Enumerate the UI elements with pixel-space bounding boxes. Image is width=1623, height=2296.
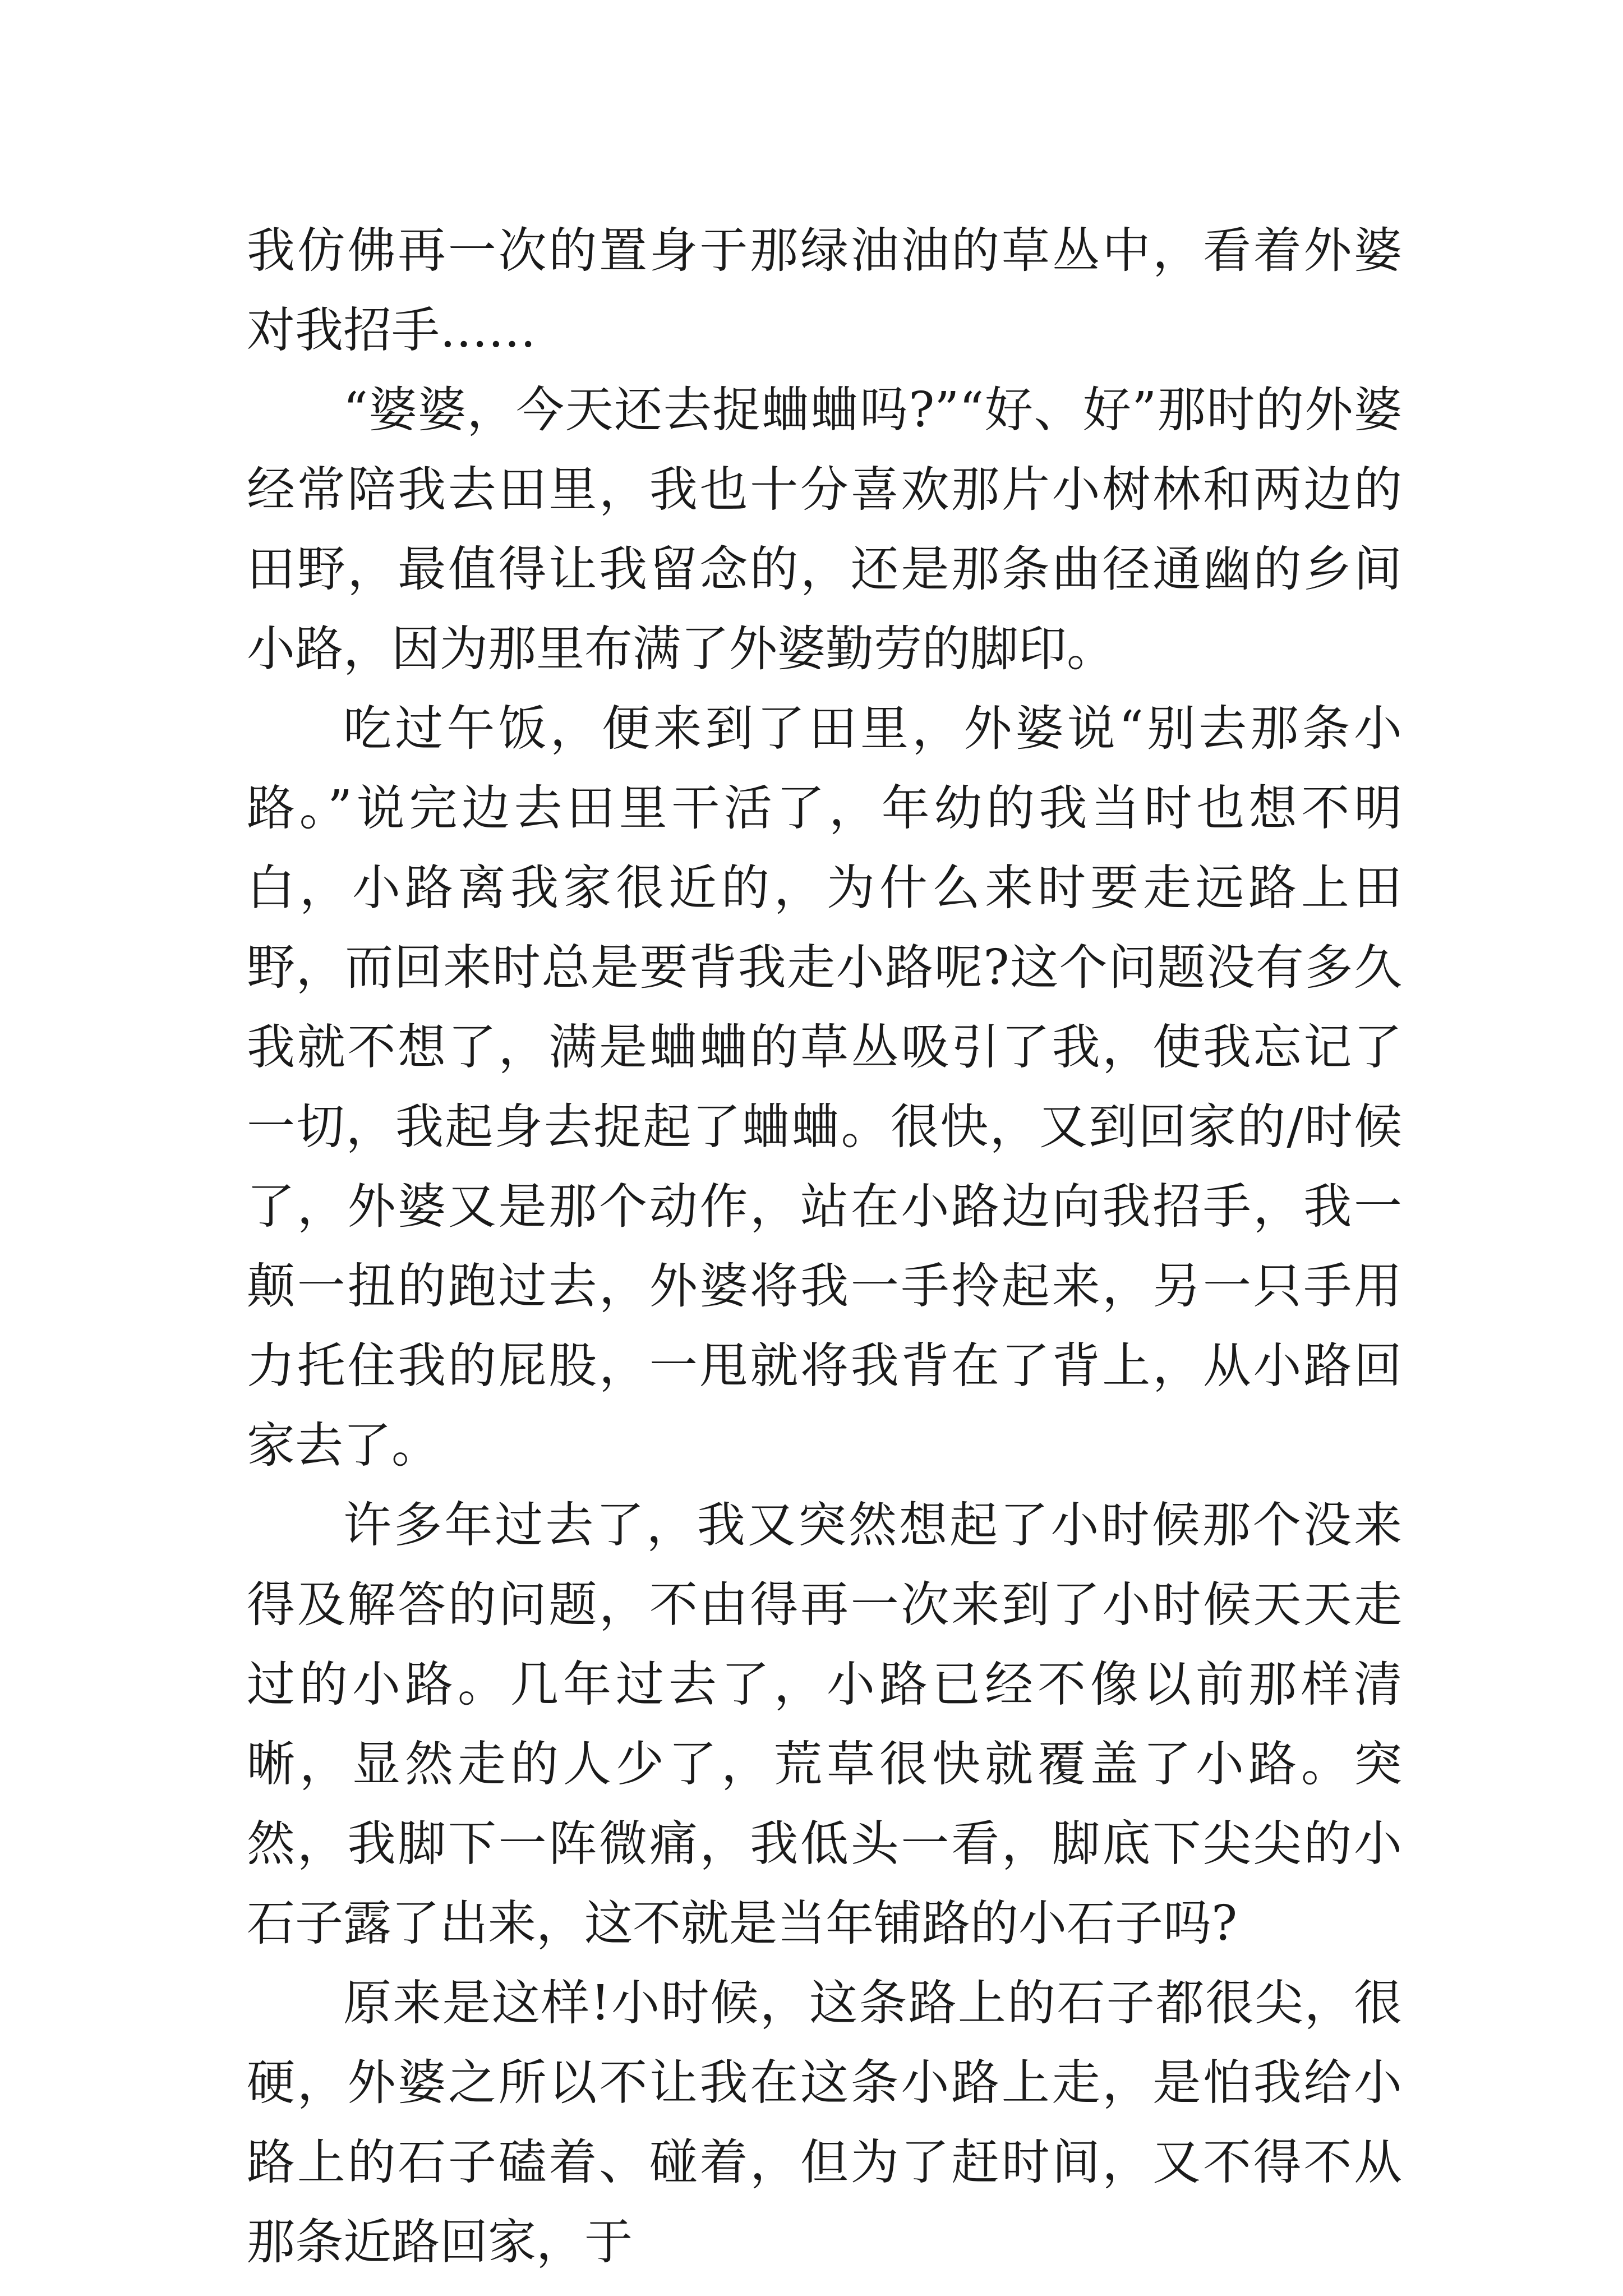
paragraph-2: “婆婆，今天还去捉蛐蛐吗?”“好、好”那时的外婆经常陪我去田里，我也十分喜欢那片小树林和两边的田野，最值得让我留念的，还是那条曲径通幽的乡间小路，因为那里布满了外婆勤劳的脚印。 <box>247 382 1402 677</box>
paragraph-5: 原来是这样!小时候，这条路上的石子都很尖，很硬，外婆之所以不让我在这条小路上走，是怕我给小路上的石子磕着、碰着，但为了赶时间，又不得不从那条近路回家，于 <box>247 1975 1402 2270</box>
paragraph-3: 吃过午饭，便来到了田里，外婆说“别去那条小路。”说完边去田里干活了，年幼的我当时也想不明白，小路离我家很近的，为什么来时要走远路上田野，而回来时总是要背我走小路呢?这个问题没有多久我就不想了，满是蛐蛐的草丛吸引了我，使我忘记了一切，我起身去捉起了蛐蛐。很快，又到回家的/时候了，外婆又是那个动作，站在小路边向我招手，我一颠一扭的跑过去，外婆将我一手拎起来，另一只手用力托住我的屁股，一甩就将我背在了背上，从小路回家去了。 <box>247 701 1402 1474</box>
paragraph-1: 我仿佛再一次的置身于那绿油油的草丛中，看着外婆对我招手…… <box>247 223 1402 358</box>
paragraph-4: 许多年过去了，我又突然想起了小时候那个没来得及解答的问题，不由得再一次来到了小时候天天走过的小路。几年过去了，小路已经不像以前那样清晰，显然走的人少了，荒草很快就覆盖了小路。突然，我脚下一阵微痛，我低头一看，脚底下尖尖的小石子露了出来，这不就是当年铺路的小石子吗? <box>247 1497 1402 1952</box>
document-body <box>247 211 1402 2282</box>
